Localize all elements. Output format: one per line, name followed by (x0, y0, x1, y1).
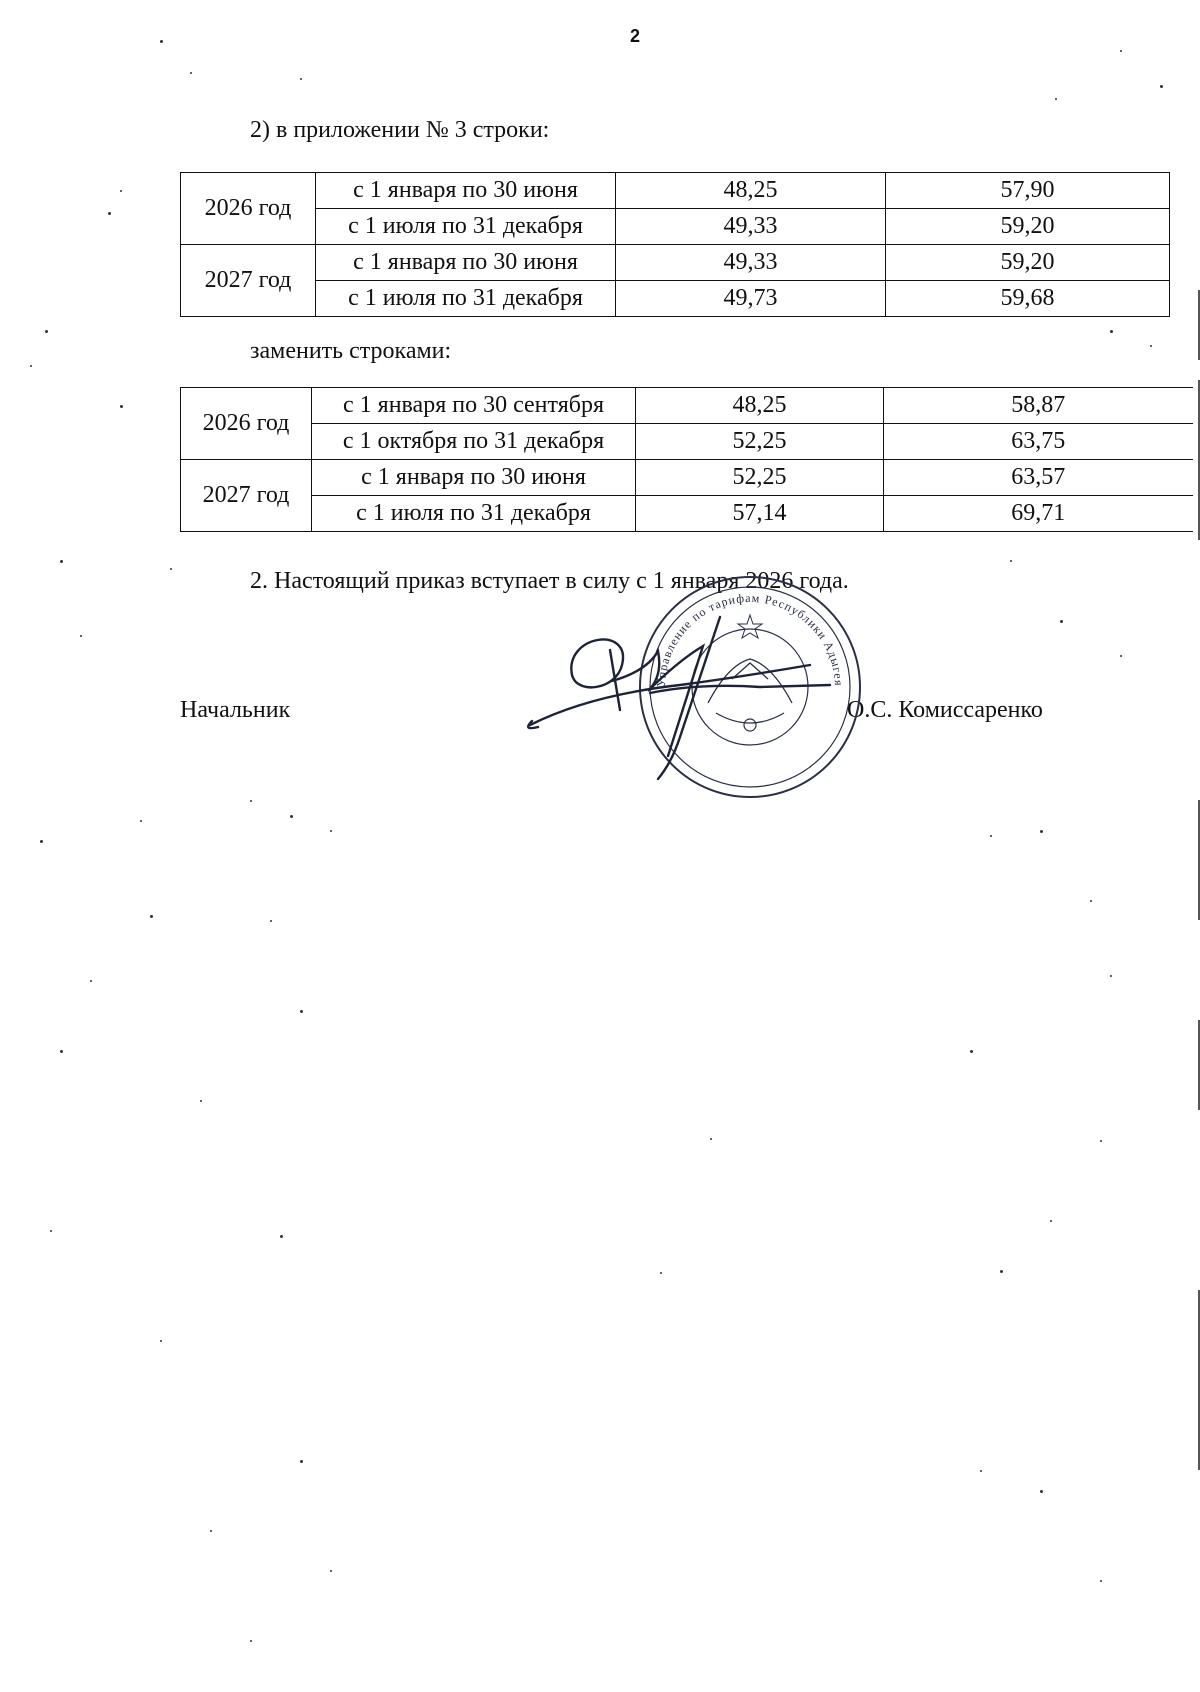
old-rates-table (180, 172, 1170, 317)
table-row (181, 460, 1193, 496)
value2-cell: 59,20 (886, 245, 1170, 281)
value1-cell: 49,33 (616, 209, 886, 245)
value2-cell: 59,68 (886, 281, 1170, 317)
value1-cell: 48,25 (616, 173, 886, 209)
value2-cell: 58,87 (884, 388, 1193, 424)
table-row (181, 245, 1170, 281)
period-cell: с 1 января по 30 июня (316, 173, 616, 209)
period-cell: с 1 июля по 31 декабря (312, 496, 636, 532)
value1-cell: 57,14 (636, 496, 884, 532)
table-row (181, 496, 1193, 532)
year-cell: 2026 год (181, 388, 312, 460)
year-cell: 2027 год (181, 245, 316, 317)
value2-cell: 57,90 (886, 173, 1170, 209)
period-cell: с 1 января по 30 июня (312, 460, 636, 496)
new-rates-table (180, 387, 1193, 532)
value2-cell: 63,57 (884, 460, 1193, 496)
page-number: 2 (629, 26, 640, 46)
signature-block (520, 575, 880, 825)
table-row (181, 173, 1170, 209)
value2-cell: 63,75 (884, 424, 1193, 460)
svg-text:Управление по тарифам Республи: Управление по тарифам Республики Адыгея (653, 590, 847, 688)
period-cell: с 1 июля по 31 декабря (316, 281, 616, 317)
year-cell: 2027 год (181, 460, 312, 532)
period-cell: с 1 июля по 31 декабря (316, 209, 616, 245)
period-cell: с 1 октября по 31 декабря (312, 424, 636, 460)
year-cell: 2026 год (181, 173, 316, 245)
value1-cell: 52,25 (636, 424, 884, 460)
intro-paragraph: 2) в приложении № 3 строки: (250, 117, 550, 143)
replace-paragraph: заменить строками: (250, 338, 452, 364)
period-cell: с 1 января по 30 июня (316, 245, 616, 281)
value1-cell: 49,73 (616, 281, 886, 317)
value2-cell: 69,71 (884, 496, 1193, 532)
table-row (181, 281, 1170, 317)
table-row (181, 424, 1193, 460)
period-cell: с 1 января по 30 сентября (312, 388, 636, 424)
value1-cell: 52,25 (636, 460, 884, 496)
signer-position: Начальник (180, 697, 291, 723)
effective-date-paragraph: 2. Настоящий приказ вступает в силу с 1 января 2026 года. (250, 568, 849, 594)
table-row (181, 209, 1170, 245)
signer-name: О.С. Комиссаренко (847, 697, 1043, 723)
value1-cell: 48,25 (636, 388, 884, 424)
table-row (181, 388, 1193, 424)
official-seal-icon (520, 575, 880, 825)
value2-cell: 59,20 (886, 209, 1170, 245)
value1-cell: 49,33 (616, 245, 886, 281)
